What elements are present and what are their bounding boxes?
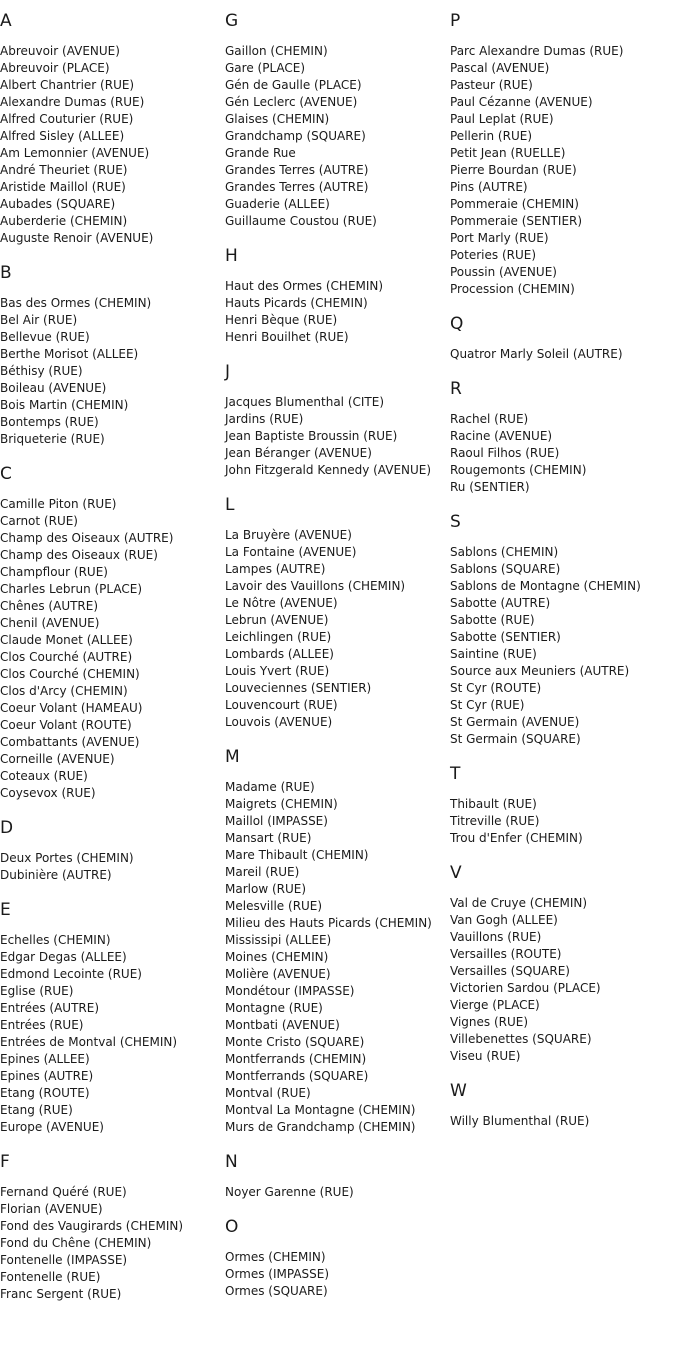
street-name: Poussin (AVENUE) (450, 265, 557, 279)
street-name: Pierre Bourdan (RUE) (450, 163, 577, 177)
street-name: Coeur Volant (ROUTE) (0, 718, 132, 732)
section-letter: C (0, 464, 12, 484)
street-list (450, 1113, 675, 1130)
index-column-3 (450, 0, 675, 1146)
letter-section (450, 11, 675, 298)
street-name: Montval (RUE) (225, 1086, 311, 1100)
street-name: Quatror Marly Soleil (AUTRE) (450, 347, 623, 361)
street-name: Franc Sergent (RUE) (0, 1287, 122, 1301)
street-name: Fernand Quéré (RUE) (0, 1185, 127, 1199)
section-letter: B (0, 263, 12, 283)
street-name: Mare Thibault (CHEMIN) (225, 848, 369, 862)
letter-section (450, 863, 675, 1065)
section-letter: H (225, 246, 238, 266)
street-list (0, 932, 220, 1136)
section-letter: J (225, 362, 231, 382)
letter-section (0, 11, 220, 247)
street-name: St Cyr (ROUTE) (450, 681, 542, 695)
street-list (225, 278, 445, 346)
street-name: Coysevox (RUE) (0, 786, 96, 800)
street-name: Sablons (SQUARE) (450, 562, 561, 576)
street-name: Victorien Sardou (PLACE) (450, 981, 601, 995)
street-list (225, 1249, 445, 1300)
street-name: Paul Cézanne (AVENUE) (450, 95, 593, 109)
street-name: Edgar Degas (ALLEE) (0, 950, 127, 964)
street-name: Echelles (CHEMIN) (0, 933, 111, 947)
street-name: Edmond Lecointe (RUE) (0, 967, 142, 981)
street-name: Maigrets (CHEMIN) (225, 797, 338, 811)
street-name: Camille Piton (RUE) (0, 497, 117, 511)
street-name: Source aux Meuniers (AUTRE) (450, 664, 630, 678)
street-name: Mareil (RUE) (225, 865, 300, 879)
street-name: Vierge (PLACE) (450, 998, 540, 1012)
street-list (225, 394, 445, 479)
street-name: Rougemonts (CHEMIN) (450, 463, 587, 477)
letter-section (450, 764, 675, 847)
street-name: Charles Lebrun (PLACE) (0, 582, 143, 596)
street-name: Chenil (AVENUE) (0, 616, 100, 630)
street-name: Eglise (RUE) (0, 984, 74, 998)
street-name: Bois Martin (CHEMIN) (0, 398, 129, 412)
street-name: Lampes (AUTRE) (225, 562, 326, 576)
street-list (225, 779, 445, 1136)
street-name: Mansart (RUE) (225, 831, 312, 845)
section-letter: Q (450, 314, 464, 334)
street-name: Noyer Garenne (RUE) (225, 1185, 354, 1199)
street-name: Racine (AVENUE) (450, 429, 553, 443)
street-name: Montagne (RUE) (225, 1001, 323, 1015)
letter-section (0, 1152, 220, 1303)
street-list (225, 43, 445, 230)
street-list (450, 796, 675, 847)
street-name: Jardins (RUE) (225, 412, 304, 426)
street-name: Champflour (RUE) (0, 565, 108, 579)
street-name: St Germain (AVENUE) (450, 715, 580, 729)
section-letter: T (450, 764, 461, 784)
street-name: Moines (CHEMIN) (225, 950, 329, 964)
letter-section (225, 495, 445, 731)
section-letter: R (450, 379, 462, 399)
street-name: Mississipi (ALLEE) (225, 933, 332, 947)
street-list (450, 346, 675, 363)
street-name: Montval La Montagne (CHEMIN) (225, 1103, 416, 1117)
section-letter: O (225, 1217, 239, 1237)
letter-section (450, 512, 675, 748)
letter-section (225, 1217, 445, 1300)
street-list (450, 411, 675, 496)
street-name: Epines (ALLEE) (0, 1052, 90, 1066)
street-name: Louvencourt (RUE) (225, 698, 338, 712)
street-name: Grandes Terres (AUTRE) (225, 163, 369, 177)
section-letter: M (225, 747, 240, 767)
street-name: Albert Chantrier (RUE) (0, 78, 135, 92)
street-name: Alexandre Dumas (RUE) (0, 95, 145, 109)
street-name: Carnot (RUE) (0, 514, 78, 528)
street-name: Sablons de Montagne (CHEMIN) (450, 579, 641, 593)
section-letter: G (225, 11, 239, 31)
street-name: Sablons (CHEMIN) (450, 545, 559, 559)
street-name: Henri Bèque (RUE) (225, 313, 338, 327)
street-name: Béthisy (RUE) (0, 364, 83, 378)
street-name: Ormes (SQUARE) (225, 1284, 328, 1298)
letter-section (450, 1081, 675, 1130)
street-name: Sabotte (AUTRE) (450, 596, 551, 610)
street-name: Parc Alexandre Dumas (RUE) (450, 44, 624, 58)
section-letter: P (450, 11, 461, 31)
letter-section (0, 263, 220, 448)
letter-section (450, 314, 675, 363)
street-name: Clos d'Arcy (CHEMIN) (0, 684, 128, 698)
street-name: Aristide Maillol (RUE) (0, 180, 126, 194)
section-letter: E (0, 900, 11, 920)
index-column-2 (225, 0, 445, 1316)
letter-section (225, 11, 445, 230)
street-name: Chênes (AUTRE) (0, 599, 99, 613)
street-name: Auguste Renoir (AVENUE) (0, 231, 154, 245)
letter-section (225, 747, 445, 1136)
section-letter: N (225, 1152, 238, 1172)
street-name: Am Lemonnier (AVENUE) (0, 146, 150, 160)
street-name: Etang (RUE) (0, 1103, 73, 1117)
street-name: Combattants (AVENUE) (0, 735, 140, 749)
street-name: Ormes (IMPASSE) (225, 1267, 330, 1281)
street-name: Coteaux (RUE) (0, 769, 88, 783)
street-name: St Cyr (RUE) (450, 698, 525, 712)
street-name: Henri Bouilhet (RUE) (225, 330, 349, 344)
street-name: Milieu des Hauts Picards (CHEMIN) (225, 916, 432, 930)
street-name: Pascal (AVENUE) (450, 61, 550, 75)
street-name: Willy Blumenthal (RUE) (450, 1114, 590, 1128)
street-name: Jean Baptiste Broussin (RUE) (225, 429, 398, 443)
street-name: Grande Rue (225, 146, 296, 160)
street-name: Abreuvoir (AVENUE) (0, 44, 120, 58)
street-list (450, 895, 675, 1065)
street-name: Haut des Ormes (CHEMIN) (225, 279, 384, 293)
street-name: Monte Cristo (SQUARE) (225, 1035, 365, 1049)
street-name: Jacques Blumenthal (CITE) (225, 395, 385, 409)
street-name: Boileau (AVENUE) (0, 381, 107, 395)
section-letter: L (225, 495, 235, 515)
street-name: Gén de Gaulle (PLACE) (225, 78, 362, 92)
street-name: Louis Yvert (RUE) (225, 664, 330, 678)
street-name: Port Marly (RUE) (450, 231, 549, 245)
street-name: Louvois (AVENUE) (225, 715, 333, 729)
street-name: Lombards (ALLEE) (225, 647, 334, 661)
street-name: Fond des Vaugirards (CHEMIN) (0, 1219, 184, 1233)
street-name: Berthe Morisot (ALLEE) (0, 347, 139, 361)
street-name: Trou d'Enfer (CHEMIN) (450, 831, 583, 845)
street-name: Leichlingen (RUE) (225, 630, 332, 644)
street-list (0, 43, 220, 247)
street-name: Bontemps (RUE) (0, 415, 99, 429)
section-letter: V (450, 863, 462, 883)
section-letter: A (0, 11, 12, 31)
street-name: Lebrun (AVENUE) (225, 613, 329, 627)
street-name: Molière (AVENUE) (225, 967, 331, 981)
street-name: Raoul Filhos (RUE) (450, 446, 560, 460)
street-list (0, 295, 220, 448)
street-name: Van Gogh (ALLEE) (450, 913, 558, 927)
street-name: Madame (RUE) (225, 780, 315, 794)
street-name: Dubinière (AUTRE) (0, 868, 112, 882)
street-list (450, 43, 675, 298)
section-letter: S (450, 512, 461, 532)
street-name: Pellerin (RUE) (450, 129, 532, 143)
street-name: Rachel (RUE) (450, 412, 529, 426)
street-name: Abreuvoir (PLACE) (0, 61, 110, 75)
street-name: Fond du Chêne (CHEMIN) (0, 1236, 152, 1250)
letter-section (225, 362, 445, 479)
street-name: Champ des Oiseaux (RUE) (0, 548, 158, 562)
street-name: Gaillon (CHEMIN) (225, 44, 328, 58)
street-list (0, 850, 220, 884)
street-name: Montferrands (CHEMIN) (225, 1052, 367, 1066)
street-name: Versailles (SQUARE) (450, 964, 570, 978)
letter-section (0, 818, 220, 884)
street-name: Lavoir des Vauillons (CHEMIN) (225, 579, 406, 593)
street-name: Alfred Sisley (ALLEE) (0, 129, 125, 143)
street-name: Claude Monet (ALLEE) (0, 633, 133, 647)
street-name: Paul Leplat (RUE) (450, 112, 554, 126)
street-name: Bel Air (RUE) (0, 313, 78, 327)
street-name: John Fitzgerald Kennedy (AVENUE) (225, 463, 432, 477)
street-name: Alfred Couturier (RUE) (0, 112, 134, 126)
street-name: Grandes Terres (AUTRE) (225, 180, 369, 194)
street-name: St Germain (SQUARE) (450, 732, 581, 746)
street-name: Villebenettes (SQUARE) (450, 1032, 592, 1046)
street-name: Titreville (RUE) (450, 814, 540, 828)
street-name: Gén Leclerc (AVENUE) (225, 95, 358, 109)
street-name: Marlow (RUE) (225, 882, 307, 896)
street-name: Briqueterie (RUE) (0, 432, 105, 446)
street-name: André Theuriet (RUE) (0, 163, 128, 177)
street-name: Sabotte (SENTIER) (450, 630, 561, 644)
street-name: Clos Courché (CHEMIN) (0, 667, 140, 681)
street-list (450, 544, 675, 748)
street-list (225, 527, 445, 731)
section-letter: D (0, 818, 14, 838)
street-name: Petit Jean (RUELLE) (450, 146, 566, 160)
street-name: Pins (AUTRE) (450, 180, 528, 194)
street-name: Gare (PLACE) (225, 61, 306, 75)
street-name: La Fontaine (AVENUE) (225, 545, 357, 559)
street-name: Mondétour (IMPASSE) (225, 984, 355, 998)
street-name: Aubades (SQUARE) (0, 197, 116, 211)
street-name: Viseu (RUE) (450, 1049, 521, 1063)
street-name: Auberderie (CHEMIN) (0, 214, 128, 228)
street-name: Ru (SENTIER) (450, 480, 530, 494)
street-name: Hauts Picards (CHEMIN) (225, 296, 368, 310)
street-name: Maillol (IMPASSE) (225, 814, 328, 828)
street-name: Saintine (RUE) (450, 647, 537, 661)
street-name: Coeur Volant (HAMEAU) (0, 701, 143, 715)
street-name: Ormes (CHEMIN) (225, 1250, 326, 1264)
street-name: Thibault (RUE) (450, 797, 537, 811)
street-list (225, 1184, 445, 1201)
street-name: Montbati (AVENUE) (225, 1018, 340, 1032)
street-name: Melesville (RUE) (225, 899, 323, 913)
index-column-1 (0, 0, 220, 1319)
street-name: Guillaume Coustou (RUE) (225, 214, 377, 228)
letter-section (0, 464, 220, 802)
street-name: Sabotte (RUE) (450, 613, 535, 627)
street-name: Vauillons (RUE) (450, 930, 542, 944)
street-name: Fontenelle (RUE) (0, 1270, 101, 1284)
section-letter: W (450, 1081, 467, 1101)
street-name: Guaderie (ALLEE) (225, 197, 330, 211)
street-name: Bellevue (RUE) (0, 330, 90, 344)
street-name: Pommeraie (SENTIER) (450, 214, 583, 228)
street-name: Pasteur (RUE) (450, 78, 533, 92)
street-name: Deux Portes (CHEMIN) (0, 851, 134, 865)
street-name: Vignes (RUE) (450, 1015, 529, 1029)
street-name: Etang (ROUTE) (0, 1086, 90, 1100)
street-name: Pommeraie (CHEMIN) (450, 197, 579, 211)
street-name: La Bruyère (AVENUE) (225, 528, 352, 542)
street-name: Entrées (AUTRE) (0, 1001, 99, 1015)
street-name: Entrées (RUE) (0, 1018, 84, 1032)
street-name: Epines (AUTRE) (0, 1069, 94, 1083)
street-name: Entrées de Montval (CHEMIN) (0, 1035, 178, 1049)
street-name: Murs de Grandchamp (CHEMIN) (225, 1120, 416, 1134)
street-name: Corneille (AVENUE) (0, 752, 115, 766)
letter-section (450, 379, 675, 496)
street-name: Versailles (ROUTE) (450, 947, 562, 961)
street-name: Louveciennes (SENTIER) (225, 681, 372, 695)
street-name: Procession (CHEMIN) (450, 282, 575, 296)
letter-section (225, 1152, 445, 1201)
street-name: Champ des Oiseaux (AUTRE) (0, 531, 174, 545)
street-name: Val de Cruye (CHEMIN) (450, 896, 588, 910)
street-name: Le Nôtre (AVENUE) (225, 596, 338, 610)
street-list (0, 1184, 220, 1303)
street-name: Grandchamp (SQUARE) (225, 129, 366, 143)
street-name: Europe (AVENUE) (0, 1120, 104, 1134)
street-name: Montferrands (SQUARE) (225, 1069, 369, 1083)
street-name: Jean Béranger (AVENUE) (225, 446, 372, 460)
street-name: Bas des Ormes (CHEMIN) (0, 296, 152, 310)
letter-section (0, 900, 220, 1136)
street-list (0, 496, 220, 802)
letter-section (225, 246, 445, 346)
street-name: Florian (AVENUE) (0, 1202, 103, 1216)
street-name: Fontenelle (IMPASSE) (0, 1253, 128, 1267)
street-name: Poteries (RUE) (450, 248, 537, 262)
street-name: Glaises (CHEMIN) (225, 112, 330, 126)
section-letter: F (0, 1152, 10, 1172)
street-name: Clos Courché (AUTRE) (0, 650, 133, 664)
